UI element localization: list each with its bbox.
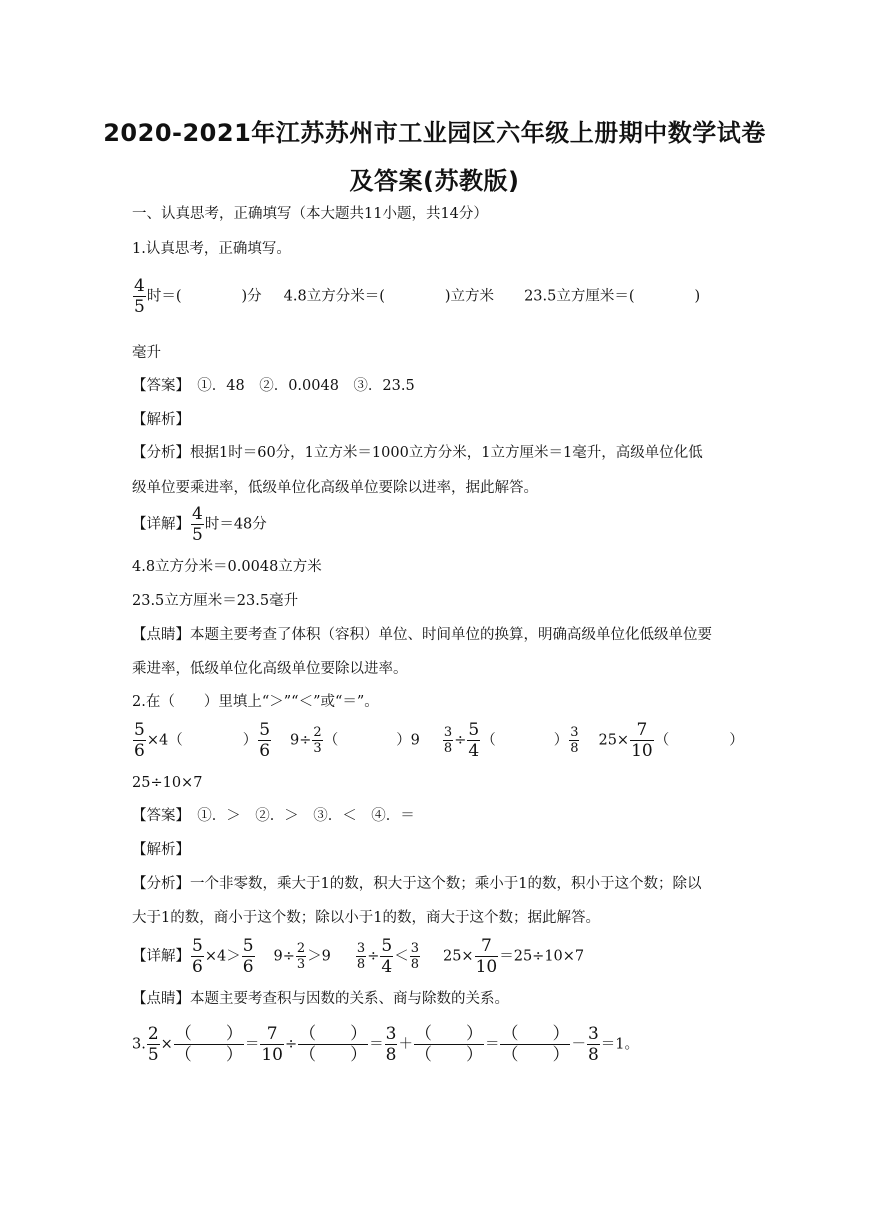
q1-problem-line [132, 276, 700, 317]
q2-label: 2.在（ ）里填上“＞”“＜”或“＝”。 [132, 694, 379, 710]
q3-problem-line: 3. $\frac{2}{5}$ × $\frac{( )}{( )}$ ＝ $\frac{7}{10}$ ÷ $\frac{( )}{( )}$ ＝ $\frac{3}{8}$ ＋ $\frac{( )}{( )}$ ＝ $\frac{( )}{( )}$ － $\frac{3}{8}$ ＝1。 [132, 1024, 640, 1065]
q1-fraction: $\frac{4}{5}$ [134, 276, 145, 317]
q1-part-b-end: )立方米 [444, 288, 495, 305]
q2-detail-line: 【详解】 $\frac{5}{6}$ ×4＞ $\frac{5}{6}$ 9÷ $\frac{2}{3}$ ＞9 $\frac{3}{8}$ ÷ $\frac{5}{4}$ ＜ $\frac{3}{8}$ 25× $\frac{7}{10}$ ＝25÷10×7 [132, 936, 585, 977]
q1-detail-3: 23.5立方厘米＝23.5毫升 [132, 593, 299, 609]
q1-dianjing-2: 乘进率，低级单位化高级单位要除以进率。 [132, 661, 408, 677]
q1-answer: 【答案】 ①．48 ②．0.0048 ③．23.5 [132, 378, 415, 394]
q1-part-c: 23.5立方厘米＝( [524, 288, 635, 305]
q1-part-a: 时＝( [146, 288, 182, 305]
q1-part-c-end: ) [694, 288, 701, 305]
q2-answer: 【答案】 ①．＞ ②．＞ ③．＜ ④．＝ [132, 808, 415, 824]
doc-title-line1: 2020-2021年江苏苏州市工业园区六年级上册期中数学试卷 [103, 119, 766, 147]
q1-fenxi-1: 【分析】根据1时＝60分，1立方米＝1000立方分米，1立方厘米＝1毫升，高级单位化低 [132, 445, 703, 461]
q1-detail-2: 4.8立方分米＝0.0048立方米 [132, 559, 322, 575]
q1-label: 1.认真思考，正确填写。 [132, 241, 291, 257]
q1-part-b: 4.8立方分米＝( [283, 288, 385, 305]
q2-wrap: 25÷10×7 [132, 775, 203, 791]
doc-title-line2: 及答案(苏教版) [349, 167, 520, 195]
q2-fenxi-2: 大于1的数，商小于这个数；除以小于1的数，商大于这个数；据此解答。 [132, 910, 600, 926]
q1-wrap: 毫升 [132, 345, 161, 361]
q1-part-a-end: )分 [241, 288, 262, 305]
section1-header: 一、认真思考，正确填写（本大题共11小题，共14分） [132, 206, 488, 222]
q1-dianjing-1: 【点睛】本题主要考查了体积（容积）单位、时间单位的换算，明确高级单位化低级单位要 [132, 627, 712, 643]
q1-detail-1: 【详解】 $\frac{4}{5}$ 时＝48分 [132, 504, 267, 545]
q1-fenxi-2: 级单位要乘进率，低级单位化高级单位要除以进率，据此解答。 [132, 480, 538, 496]
q2-dianjing: 【点睛】本题主要考查积与因数的关系、商与除数的关系。 [132, 991, 509, 1007]
q2-problem-line: $\frac{5}{6}$ ×4（ ） $\frac{5}{6}$ 9÷ $\frac{2}{3}$ （ ）9 $\frac{3}{8}$ ÷ $\frac{5}{4}$ （ ） $\frac{3}{8}$ 25× $\frac{7}{10}$ （ ） [134, 720, 744, 761]
q2-fenxi-1: 【分析】一个非零数，乘大于1的数，积大于这个数；乘小于1的数，积小于这个数；除以 [132, 876, 702, 892]
q2-jiexi: 【解析】 [132, 842, 190, 858]
q1-jiexi: 【解析】 [132, 412, 190, 428]
